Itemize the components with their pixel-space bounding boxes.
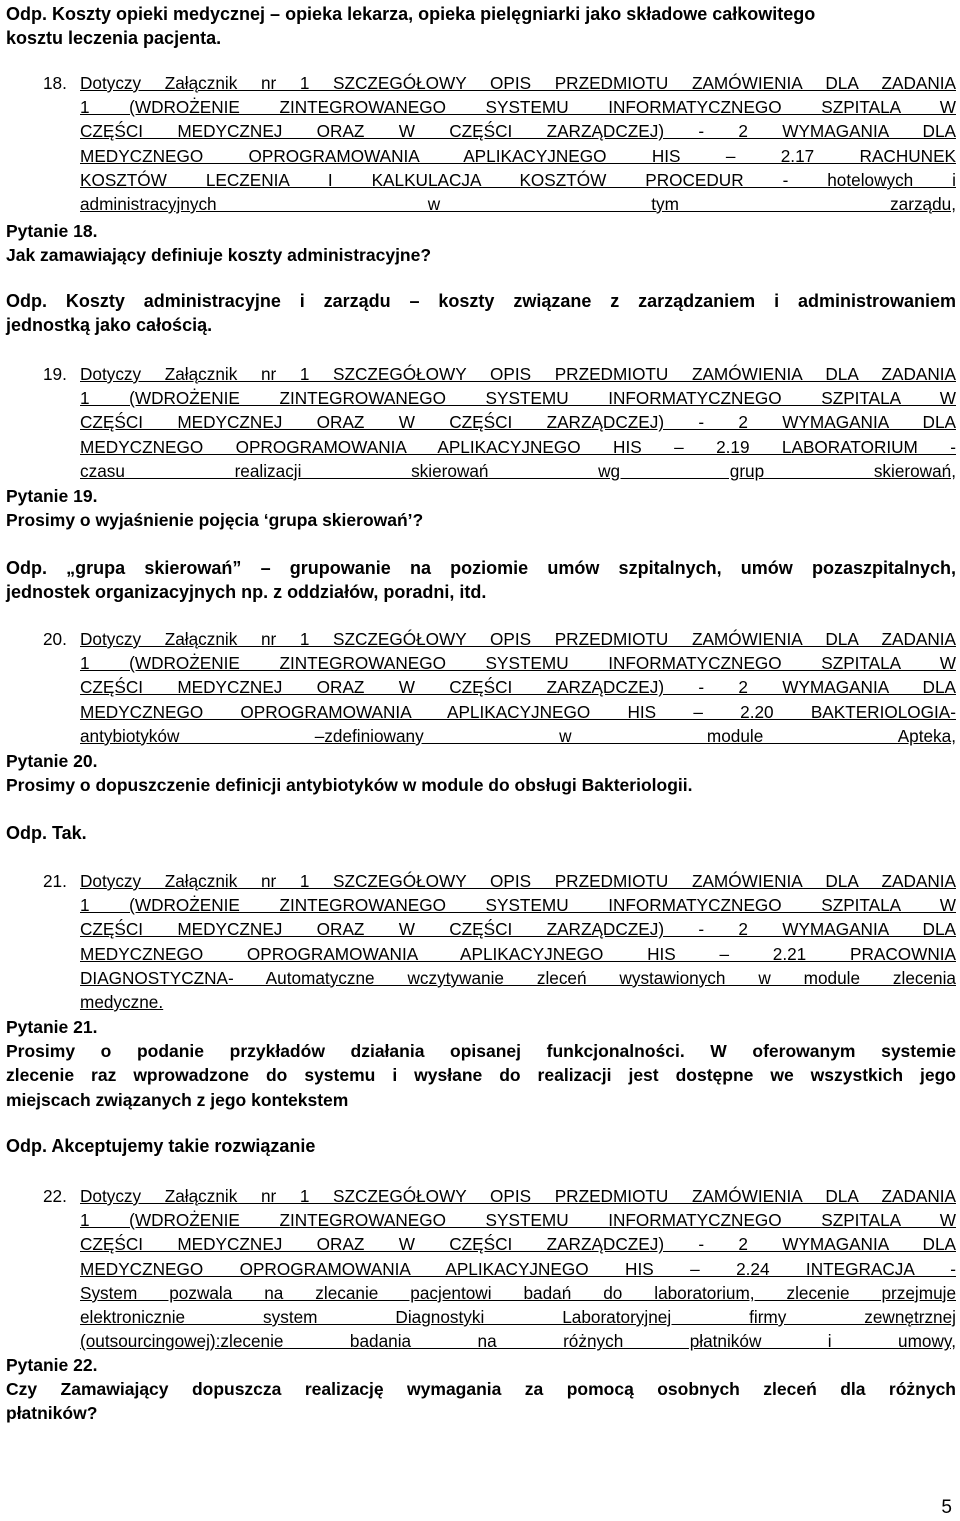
- answer-line: Odp. „grupa skierowań” – grupowanie na poziomie umów szpitalnych, umów pozaszpitalnych,: [6, 558, 956, 578]
- question-20: [6, 749, 956, 797]
- question-label: Pytanie 18.: [6, 221, 98, 241]
- answer-21: [6, 1134, 315, 1158]
- reference-line: MEDYCZNEGO OPROGRAMOWANIA APLIKACYJNEGO HIS – 2.24 INTEGRACJA -: [80, 1258, 956, 1279]
- question-text: Prosimy o podanie przykładów działania opisanej funkcjonalności. W oferowanym systemie: [6, 1041, 956, 1062]
- question-text: Czy Zamawiający dopuszcza realizację wymagania za pomocą osobnych zleceń dla różnych: [6, 1379, 956, 1400]
- question-label: Pytanie 19.: [6, 486, 98, 506]
- reference-line: 1 (WDROŻENIE ZINTEGROWANEGO SYSTEMU INFORMATYCZNEGO SZPITALA W: [80, 97, 956, 118]
- question-text: Prosimy o wyjaśnienie pojęcia ‘grupa skierowań’?: [6, 510, 424, 531]
- answer-line: Odp. Tak.: [6, 823, 87, 843]
- reference-line: 1 (WDROŻENIE ZINTEGROWANEGO SYSTEMU INFORMATYCZNEGO SZPITALA W: [80, 388, 956, 409]
- question-label: Pytanie 21.: [6, 1017, 98, 1037]
- reference-line: System pozwala na zlecanie pacjentowi badań do laboratorium, zlecenie przejmuje: [80, 1282, 956, 1303]
- answer-19: [6, 556, 956, 604]
- reference-line: Dotyczy Załącznik nr 1 SZCZEGÓŁOWY OPIS PRZEDMIOTU ZAMÓWIENIA DLA ZADANIA: [80, 1186, 956, 1206]
- item-number: 22.: [43, 1186, 67, 1206]
- reference-line: DIAGNOSTYCZNA- Automatyczne wczytywanie zleceń wystawionych w module zlecenia: [80, 967, 956, 988]
- reference-line: CZĘŚCI MEDYCZNEJ ORAZ W CZĘŚCI ZARZĄDCZEJ) - 2 WYMAGANIA DLA: [80, 412, 956, 433]
- reference-line: 1 (WDROŻENIE ZINTEGROWANEGO SYSTEMU INFORMATYCZNEGO SZPITALA W: [80, 895, 956, 916]
- item-number: 19.: [43, 364, 67, 384]
- reference-line: Dotyczy Załącznik nr 1 SZCZEGÓŁOWY OPIS PRZEDMIOTU ZAMÓWIENIA DLA ZADANIA: [80, 73, 956, 93]
- answer-17: [6, 2, 815, 50]
- reference-line: Dotyczy Załącznik nr 1 SZCZEGÓŁOWY OPIS PRZEDMIOTU ZAMÓWIENIA DLA ZADANIA: [80, 364, 956, 384]
- reference-line: Dotyczy Załącznik nr 1 SZCZEGÓŁOWY OPIS PRZEDMIOTU ZAMÓWIENIA DLA ZADANIA: [80, 629, 956, 649]
- item-number: 21.: [43, 871, 67, 891]
- question-label: Pytanie 20.: [6, 751, 98, 771]
- reference-line: MEDYCZNEGO OPROGRAMOWANIA APLIKACYJNEGO HIS – 2.20 BAKTERIOLOGIA-: [80, 701, 956, 722]
- question-21: [6, 1015, 956, 1112]
- answer-line: Odp. Koszty administracyjne i zarządu – koszty związane z zarządzaniem i administrowaniem: [6, 291, 956, 311]
- question-text: płatników?: [6, 1403, 98, 1424]
- item-19-reference: [6, 362, 956, 483]
- answer-line: Odp. Koszty opieki medycznej – opieka lekarza, opieka pielęgniarki jako składowe całkowitego: [6, 4, 816, 24]
- item-18-reference: [6, 71, 956, 216]
- item-21-reference: [6, 869, 956, 1014]
- reference-line: 1 (WDROŻENIE ZINTEGROWANEGO SYSTEMU INFORMATYCZNEGO SZPITALA W: [80, 1210, 956, 1231]
- reference-line: MEDYCZNEGO OPROGRAMOWANIA APLIKACYJNEGO HIS – 2.21 PRACOWNIA: [80, 943, 956, 964]
- answer-line: Odp. Akceptujemy takie rozwiązanie: [6, 1136, 316, 1156]
- reference-line: KOSZTÓW LECZENIA I KALKULACJA KOSZTÓW PROCEDUR - hotelowych i: [80, 169, 956, 190]
- page-number: 5: [941, 1497, 952, 1518]
- reference-line: elektronicznie system Diagnostyki Laboratoryjnej firmy zewnętrznej: [80, 1307, 956, 1328]
- reference-line: CZĘŚCI MEDYCZNEJ ORAZ W CZĘŚCI ZARZĄDCZEJ) - 2 WYMAGANIA DLA: [80, 677, 956, 698]
- question-18: [6, 219, 956, 267]
- item-20-reference: [6, 627, 956, 748]
- item-number: 20.: [43, 629, 67, 649]
- reference-line: MEDYCZNEGO OPROGRAMOWANIA APLIKACYJNEGO HIS – 2.19 LABORATORIUM -: [80, 436, 956, 457]
- question-text: miejscach związanych z jego kontekstem: [6, 1089, 349, 1110]
- reference-line: administracyjnych w tym zarządu,: [80, 194, 956, 215]
- question-label: Pytanie 22.: [6, 1355, 98, 1375]
- reference-line: CZĘŚCI MEDYCZNEJ ORAZ W CZĘŚCI ZARZĄDCZEJ) - 2 WYMAGANIA DLA: [80, 1234, 956, 1255]
- reference-line: medyczne.: [80, 992, 164, 1013]
- reference-line: MEDYCZNEGO OPROGRAMOWANIA APLIKACYJNEGO HIS – 2.17 RACHUNEK: [80, 145, 956, 166]
- answer-18: [6, 289, 956, 337]
- item-22-reference: [6, 1184, 956, 1353]
- reference-line: 1 (WDROŻENIE ZINTEGROWANEGO SYSTEMU INFORMATYCZNEGO SZPITALA W: [80, 653, 956, 674]
- question-19: [6, 484, 956, 532]
- item-number: 18.: [43, 73, 67, 93]
- answer-20: [6, 821, 87, 845]
- question-text: Prosimy o dopuszczenie definicji antybiotyków w module do obsługi Bakteriologii.: [6, 775, 693, 796]
- reference-line: antybiotyków –zdefiniowany w module Apteka,: [80, 725, 956, 746]
- question-22: [6, 1353, 956, 1426]
- answer-line: jednostek organizacyjnych np. z oddziałów, poradni, itd.: [6, 582, 487, 602]
- reference-line: CZĘŚCI MEDYCZNEJ ORAZ W CZĘŚCI ZARZĄDCZEJ) - 2 WYMAGANIA DLA: [80, 121, 956, 142]
- answer-line: jednostką jako całością.: [6, 315, 213, 335]
- reference-line: Dotyczy Załącznik nr 1 SZCZEGÓŁOWY OPIS PRZEDMIOTU ZAMÓWIENIA DLA ZADANIA: [80, 871, 956, 891]
- question-text: Jak zamawiający definiuje koszty administracyjne?: [6, 245, 432, 266]
- reference-line: CZĘŚCI MEDYCZNEJ ORAZ W CZĘŚCI ZARZĄDCZEJ) - 2 WYMAGANIA DLA: [80, 919, 956, 940]
- reference-line: czasu realizacji skierowań wg grup skierowań,: [80, 460, 956, 481]
- reference-line: (outsourcingowej):zlecenie badania na różnych płatników i umowy,: [80, 1331, 956, 1352]
- answer-line: kosztu leczenia pacjenta.: [6, 28, 222, 48]
- question-text: zlecenie raz wprowadzone do systemu i wysłane do realizacji jest dostępne we wszystkich jego: [6, 1065, 956, 1086]
